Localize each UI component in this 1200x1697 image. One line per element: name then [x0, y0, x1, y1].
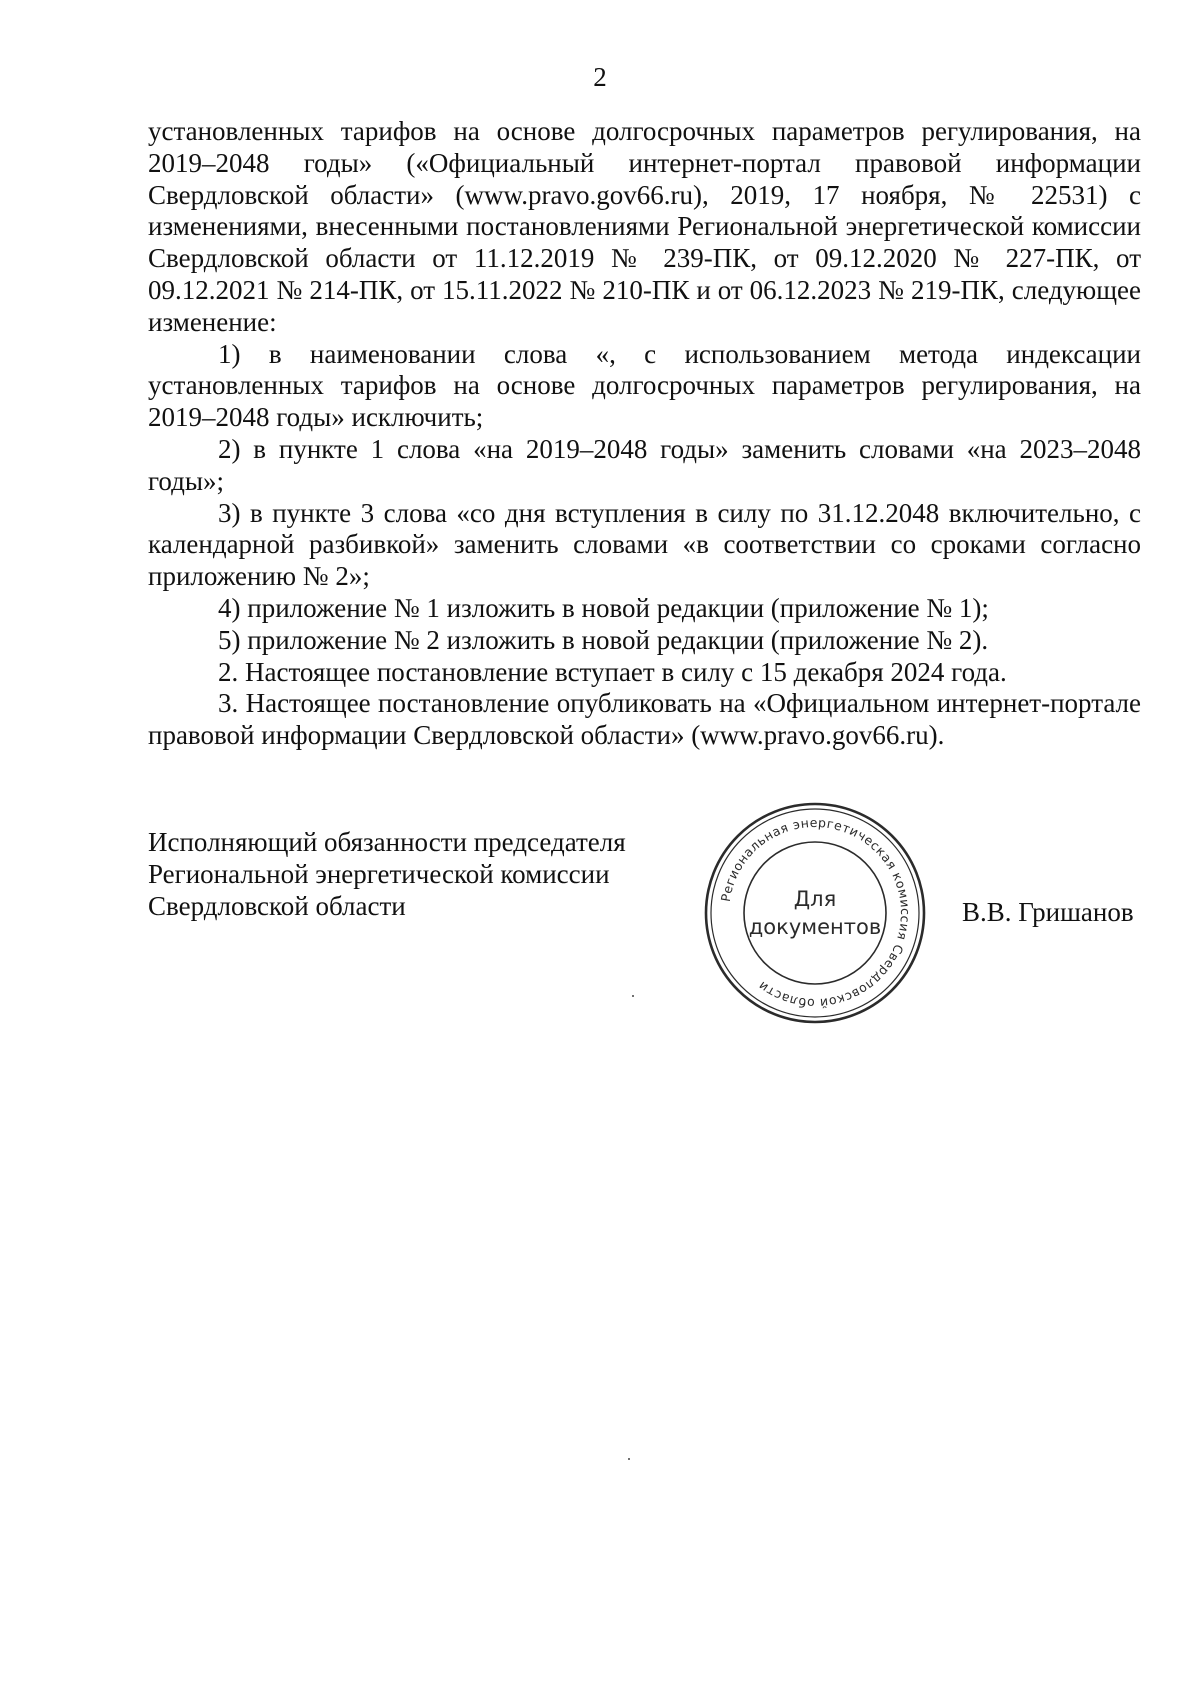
paragraph-clause-2: 2. Настоящее постановление вступает в силу с 15 декабря 2024 года. — [218, 656, 1007, 687]
signature-position-line: Свердловской области — [148, 891, 406, 921]
paragraph-item-5: 5) приложение № 2 изложить в новой редакции (приложение № 2). — [218, 624, 989, 655]
signature-position-line: Региональной энергетической комиссии — [148, 859, 610, 889]
paragraph-clause-3: 3. Настоящее постановление опубликовать на «Официальном интернет-портале правовой информации Свердловской области» (www.pravo.gov66.ru). — [148, 688, 1141, 751]
signature-position — [148, 826, 668, 922]
stamp-center-line: документов — [748, 915, 882, 939]
stamp-seal-icon — [700, 798, 930, 1028]
paragraph-item-4: 4) приложение № 1 изложить в новой редакции (приложение № 1); — [218, 592, 989, 623]
stamp-ring-text: Региональная энергетическая комиссия Свердловской области — [717, 814, 914, 1012]
document-body — [148, 116, 1141, 752]
scan-speck — [628, 1458, 630, 1460]
stamp-center-line: Для — [793, 887, 837, 911]
paragraph-item-3: 3) в пункте 3 слова «со дня вступления в силу по 31.12.2048 включительно, с календарной разбивкой» заменить словами «в соответствии со сроками согласно приложению № 2»; — [148, 497, 1141, 592]
scan-speck — [632, 995, 634, 997]
paragraph-item-2: 2) в пункте 1 слова «на 2019–2048 годы» заменить словами «на 2023–2048 годы»; — [148, 433, 1141, 496]
signature-position-line: Исполняющий обязанности председателя — [148, 827, 626, 857]
paragraph-item-1: 1) в наименовании слова «, с использованием метода индексации установленных тарифов на основе долгосрочных параметров регулирования, на 2019–2048 годы» исключить; — [148, 338, 1141, 433]
signer-name: В.В. Гришанов — [962, 897, 1134, 927]
paragraph-intro: установленных тарифов на основе долгосрочных параметров регулирования, на 2019–2048 годы» («Официальный интернет-портал правовой информации Свердловской области» (www.pravo.gov66.ru), 2019, 17 ноября, № 22531) с изменениями, внесенными постановлениями Региональной энергетической комиссии Свердловской области от 11.12.2019 № 239-ПК, от 09.12.2020 № 227-ПК, от 09.12.2021 № 214-ПК, от 15.11.2022 № 210-ПК и от 06.12.2023 № 219-ПК, следующее изменение: — [148, 116, 1141, 337]
official-stamp — [700, 798, 930, 1028]
page-number: 2 — [593, 62, 607, 92]
